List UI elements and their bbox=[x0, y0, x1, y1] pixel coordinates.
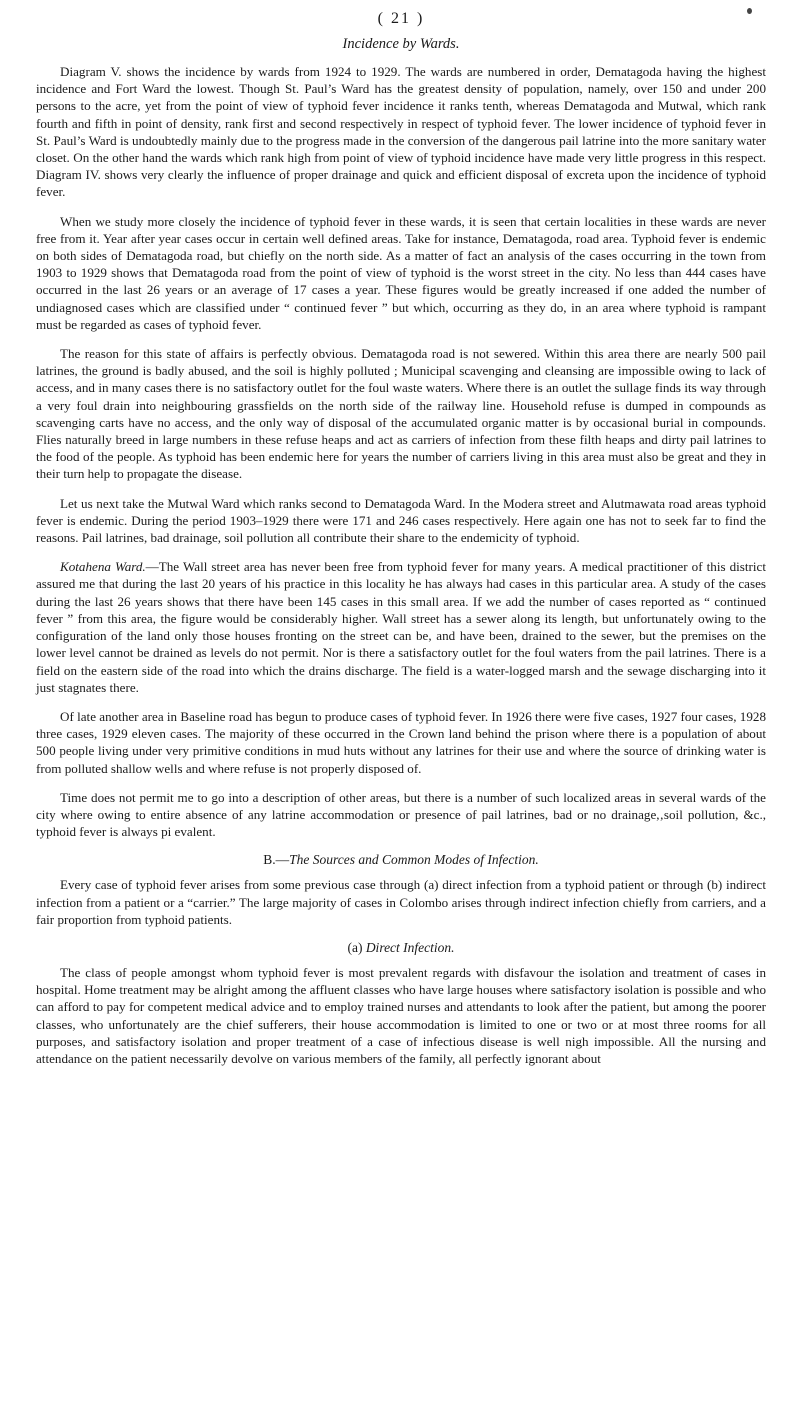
paragraph: The class of people amongst whom typhoid fever is most prevalent regards with disfavour the isolation and treatment of cases in hospital. Home treatment may be alright among the affluent classes who have large houses where satisfactory isolation is possible and who can afford to pay for competent medical advice and to employ trained nurses and attendants to look after the patient, but among the poorer classes, who unfortunately are the chief sufferers, their house accommodation is limited to one or two or at most three rooms for all purposes, and satisfactory isolation and proper treatment of a case of infectious disease is well nigh impossible. All the nursing and attendance on the patient necessarily devolve on various members of the family, all perfectly ignorant about bbox=[36, 964, 766, 1066]
document-page bbox=[36, 10, 766, 1079]
paragraph: Time does not permit me to go into a description of other areas, but there is a number of such localized areas in several wards of the city where owing to entire absence of any latrine accommodation or presence of pail latrines, bad or no drainage,‚soil pollution, &c., typhoid fever is always pi evalent. bbox=[36, 789, 766, 840]
paragraph: Of late another area in Baseline road has begun to produce cases of typhoid fever. In 1926 there were five cases, 1927 four cases, 1928 three cases, 1929 eleven cases. The majority of these occurred in the Crown land behind the prison where there is a population of about 500 people living under very primitive conditions in mud huts without any latrines for their use and where the source of drinking water is from polluted shallow wells and where refuse is not properly disposed of. bbox=[36, 708, 766, 776]
kotahena-text: —The Wall street area has never been free from typhoid fever for many years. A medical practitioner of this district assured me that during the last 20 years of his practice in this locality he has always had cases in this particular area. A study of the cases during the last 26 years shows that there have been 145 cases in this small area. If we add the number of cases reported as “ continued fever ” from this area, the figure would be considerably higher. Wall street has a sewer along its length, but unfortunately owing to the configuration of the land only those houses fronting on the street can be, and have been, drained to the sewer, but the premises on the lower level cannot be drained as levels do not permit. Nor is there a satisfactory outlet for the foul waters from the pail latrines. There is a field on the eastern side of the road into which the drains discharge. The field is a water-logged marsh and the sewage discharging into it just stagnates there. bbox=[36, 559, 766, 695]
paragraph: The reason for this state of affairs is perfectly obvious. Dematagoda road is not sewered. Within this area there are nearly 500 pail latrines, the ground is badly abused, and the soil is highly polluted ; Municipal scavenging and cleansing are impossible owing to lack of access, and in many cases there is no satisfactory outlet for the foul waste waters. Where there is an outlet the sullage finds its way through a very foul drain into neighbouring grassfields on the north side of the railway line. Household refuse is dumped in compounds as scavenging carts have no access, and the only way of disposal of the accumulated organic matter is by occasional burial in compounds. Flies naturally breed in large numbers in these refuse heaps and act as carriers of infection from these filth heaps and dirty pail latrines to the food of the people. As typhoid has been endemic here for years the number of carriers living in this area must also be great and they in their turn help to propagate the disease. bbox=[36, 346, 766, 482]
paragraph: Every case of typhoid fever arises from some previous case through (a) direct infection from a typhoid patient or through (b) indirect infection from a patient or a “carrier.” The large majority of cases in Colombo arises through indirect infection chiefly from carriers, and a fair proportion from typhoid patients. bbox=[36, 877, 766, 927]
paragraph: Diagram V. shows the incidence by wards from 1924 to 1929. The wards are numbered in order, Dematagoda having the highest incidence and Fort Ward the lowest. Though St. Paul’s Ward has the greatest density of population, namely, over 150 and under 200 persons to the acre, yet from the point of view of typhoid fever incidence it ranks tenth, whereas Dematagoda and Mutwal, which rank fourth and fifth in point of density, rank first and second respectively in respect of typhoid fever. The lower incidence of typhoid fever in St. Paul’s Ward is undoubtedly mainly due to the progress made in the conversion of the dangerous pail latrine into the more sanitary water closet. On the other hand the wards which rank high from point of view of typhoid incidence have made very little progress in this respect. Diagram IV. shows very clearly the influence of proper drainage and quick and efficient disposal of excreta upon the incidence of typhoid fever. bbox=[36, 64, 766, 200]
subsection-a-heading bbox=[36, 940, 766, 956]
section-heading: Incidence by Wards. bbox=[342, 36, 460, 52]
kotahena-paragraph bbox=[36, 558, 766, 696]
subsection-a-title: Direct Infection. bbox=[365, 939, 455, 955]
kotahena-lead: Kotahena Ward. bbox=[60, 559, 146, 575]
section-b-heading bbox=[36, 852, 766, 868]
section-b-title: The Sources and Common Modes of Infection. bbox=[289, 852, 539, 868]
paragraph: Let us next take the Mutwal Ward which ranks second to Dematagoda Ward. In the Modera street and Alutmawata road areas typhoid fever is endemic. During the period 1903–1929 there were 171 and 246 cases respectively. Here again one has not to seek far to find the reasons. Pail latrines, bad drainage, soil pollution all contribute their share to the endemicity of typhoid. bbox=[36, 495, 766, 546]
section-b-prefix: B.— bbox=[263, 852, 290, 868]
subsection-a-prefix: (a) bbox=[347, 939, 363, 955]
paragraph: When we study more closely the incidence of typhoid fever in these wards, it is seen that certain localities in these wards are never free from it. Year after year cases occur in certain well defined areas. Take for instance, Dematagoda, road area. Typhoid fever is endemic on both sides of Dematagoda road, but chiefly on the north side. As a matter of fact an analysis of the cases occurring in the town from 1903 to 1929 shows that Dematagoda road from the point of view of typhoid is the worst street in the city. No less than 444 cases have occurred in the last 26 years or an average of 17 cases a year. These figures would be greatly increased if one added the number of undiagnosed cases which are classified under “ continued fever ” but which, occurring as they do, in an area where typhoid is rampant must be regarded as cases of typhoid fever. bbox=[36, 213, 766, 332]
page-number: ( 21 ) bbox=[377, 10, 425, 27]
